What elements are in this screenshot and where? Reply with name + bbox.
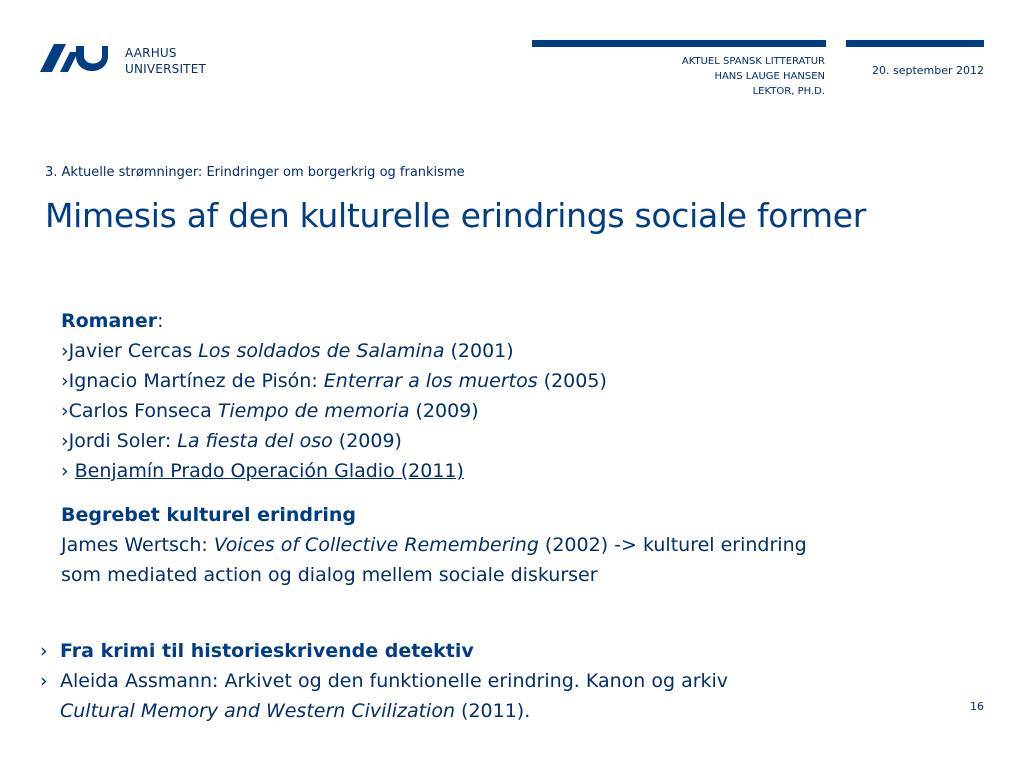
novels-heading-line <box>61 306 981 336</box>
bullet-work-suffix: (2011). <box>455 700 531 722</box>
page-number: 16 <box>970 700 984 713</box>
novel-link-item <box>61 456 981 486</box>
novel-item <box>61 396 981 426</box>
novel-author: ›Carlos Fonseca <box>61 400 218 422</box>
novel-link-prefix: › <box>61 460 75 482</box>
novel-author: ›Javier Cercas <box>61 340 199 362</box>
aarhus-university-logo <box>40 40 108 76</box>
novel-title: Enterrar a los muertos <box>323 370 538 392</box>
university-name-line2: UNIVERSITET <box>125 62 207 76</box>
novel-link[interactable]: Benjamín Prado Operación Gladio (2011) <box>74 460 464 482</box>
novel-year: (2005) <box>537 370 607 392</box>
novel-year: (2001) <box>444 340 514 362</box>
spacer <box>61 486 981 500</box>
concept-suffix: (2002) -> kulturel erindring <box>538 534 807 556</box>
concept-line2: som mediated action og dialog mellem sociale diskurser <box>61 564 598 586</box>
novel-year: (2009) <box>409 400 479 422</box>
novels-heading-suffix: : <box>157 310 164 332</box>
bullet-item <box>40 666 980 696</box>
bullet-item <box>40 636 980 666</box>
bullet-marker: › <box>40 670 48 692</box>
slide-date: 20. september 2012 <box>871 64 984 77</box>
novels-heading: Romaner <box>61 310 158 332</box>
concept-work: Voices of Collective Remembering <box>213 534 539 556</box>
concept-author: James Wertsch: <box>61 534 214 556</box>
novel-title: Los soldados de Salamina <box>198 340 445 362</box>
concept-line1 <box>61 530 981 560</box>
course-title: AKTUEL SPANSK LITTERATUR <box>681 56 825 67</box>
bullet-list <box>40 636 980 726</box>
breadcrumb: 3. Aktuelle strømninger: Erindringer om borgerkrig og frankisme <box>45 165 465 180</box>
bullet-text: Fra krimi til historieskrivende detektiv <box>60 640 474 662</box>
novel-item <box>61 336 981 366</box>
header-bar-right <box>846 40 984 47</box>
novel-item <box>61 366 981 396</box>
course-info <box>682 54 825 99</box>
novel-title: La fiesta del oso <box>177 430 333 452</box>
novel-author: ›Jordi Soler: <box>61 430 178 452</box>
concept-heading: Begrebet kulturel erindring <box>61 504 356 526</box>
slide-body <box>61 306 981 590</box>
bullet-work: Cultural Memory and Western Civilization <box>60 700 455 722</box>
novel-author: ›Ignacio Martínez de Pisón: <box>61 370 324 392</box>
header-bar-left <box>532 40 826 47</box>
bullet-text: Aleida Assmann: Arkivet og den funktionelle erindring. Kanon og arkiv <box>60 670 729 692</box>
university-name-line1: AARHUS <box>125 46 177 60</box>
bullet-marker: › <box>40 640 48 662</box>
lecturer-title: LEKTOR, PH.D. <box>752 86 825 97</box>
lecturer-name: HANS LAUGE HANSEN <box>714 71 825 82</box>
novel-item <box>61 426 981 456</box>
novel-title: Tiempo de memoria <box>217 400 410 422</box>
novel-year: (2009) <box>332 430 402 452</box>
university-name <box>125 45 206 77</box>
slide-title: Mimesis af den kulturelle erindrings sociale former <box>45 196 866 235</box>
bullet-continuation <box>40 696 980 726</box>
bullet-indent <box>40 696 60 726</box>
